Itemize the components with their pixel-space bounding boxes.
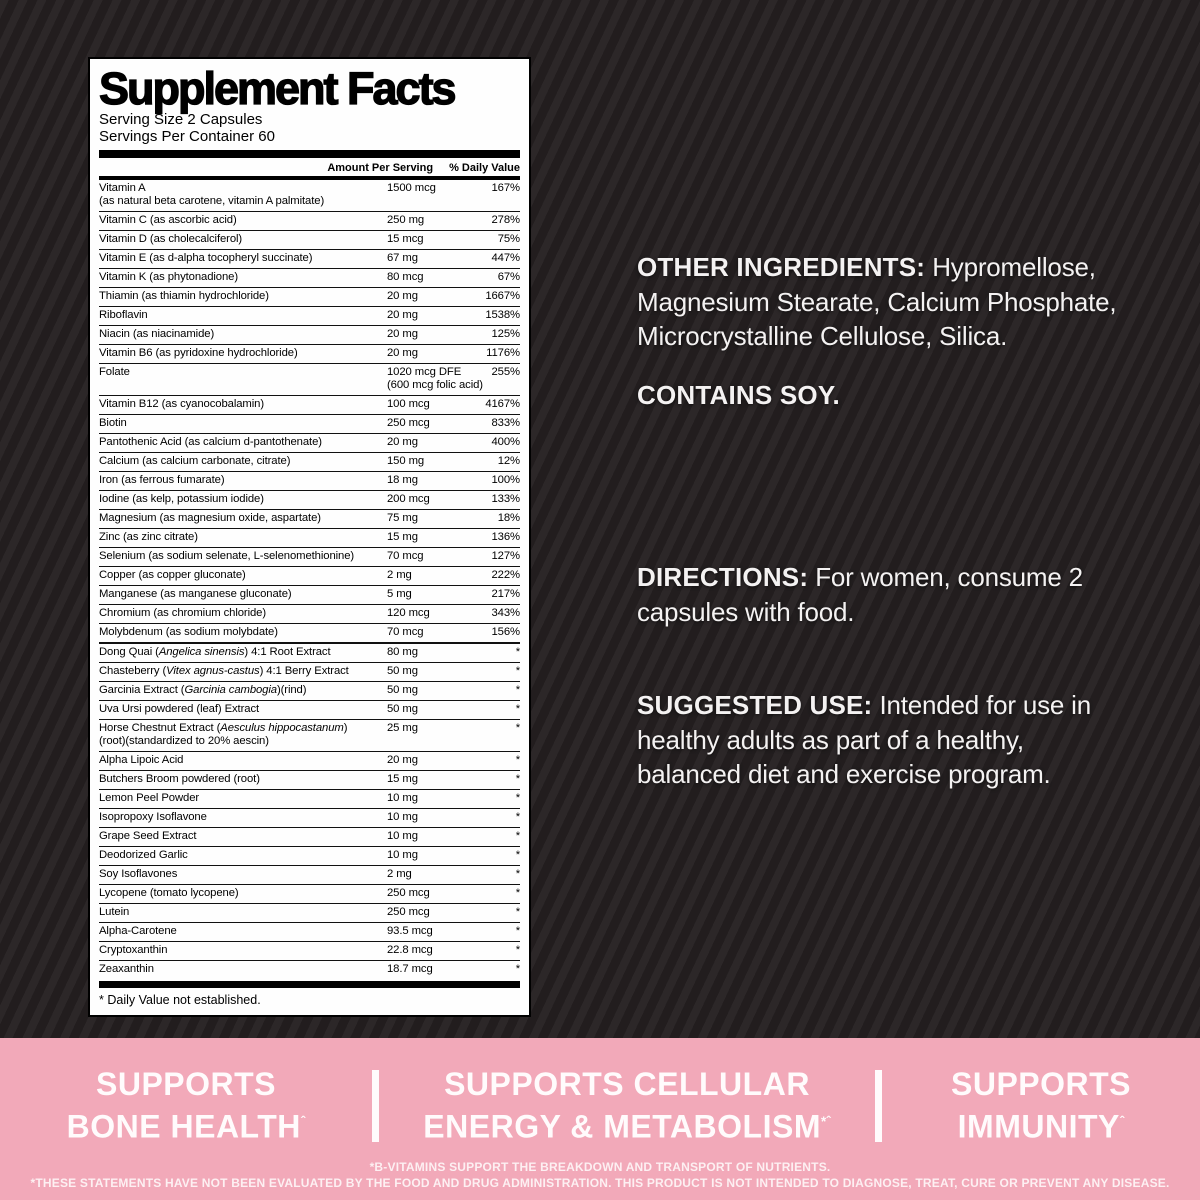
table-row xyxy=(99,452,520,471)
ingredient-name: Chromium (as chromium chloride) xyxy=(99,607,267,619)
ingredient-name: Lycopene (tomato lycopene) xyxy=(99,887,239,899)
table-row xyxy=(99,471,520,490)
benefit-line: SUPPORTS xyxy=(95,1066,277,1102)
table-row xyxy=(99,808,520,827)
ingredient-daily-value: * xyxy=(515,792,520,804)
ingredient-name: Selenium (as sodium selenate, L-selenomethionine) xyxy=(99,550,355,562)
table-row xyxy=(99,363,520,395)
facts-title: Supplement Facts xyxy=(99,63,455,114)
ingredient-name: Molybdenum (as sodium molybdate) xyxy=(99,626,278,638)
ingredient-name: Manganese (as manganese gluconate) xyxy=(99,588,292,600)
ingredient-name: Magnesium (as magnesium oxide, aspartate) xyxy=(99,512,321,524)
suggested-use-text: Intended for use in healthy adults as part of a healthy, balanced diet and exercise program. xyxy=(637,690,1092,789)
ingredient-daily-value: 67% xyxy=(497,271,520,283)
ingredient-name: Cryptoxanthin xyxy=(99,944,168,956)
table-row xyxy=(99,623,520,642)
supplement-facts-panel xyxy=(88,57,531,1017)
table-row xyxy=(99,789,520,808)
ingredient-daily-value: 136% xyxy=(491,531,520,543)
ingredient-name: Vitamin D (as cholecalciferol) xyxy=(99,233,243,245)
footnote-marker: *ˆ xyxy=(820,1114,831,1129)
table-row xyxy=(99,490,520,509)
table-row xyxy=(99,287,520,306)
ingredient-daily-value: 447% xyxy=(491,252,520,264)
table-row xyxy=(99,922,520,941)
ingredient-amount: 80 mcg xyxy=(387,271,424,283)
ingredient-amount: 1020 mcg DFE (600 mcg folic acid) xyxy=(387,366,483,391)
table-row xyxy=(99,306,520,325)
directions-text: For women, consume 2 capsules with food. xyxy=(637,562,1083,627)
ingredient-daily-value: 100% xyxy=(491,474,520,486)
ingredient-amount: 100 mcg xyxy=(387,398,430,410)
ingredient-name: Alpha-Carotene xyxy=(99,925,177,937)
ingredient-daily-value: 4167% xyxy=(485,398,520,410)
ingredient-name: Vitamin E (as d-alpha tocopheryl succinate) xyxy=(99,252,313,264)
serving-size: Serving Size 2 Capsules xyxy=(99,111,263,128)
table-row xyxy=(99,180,520,211)
benefit-line: $IMMUNITY^ˆ$ xyxy=(957,1108,1125,1145)
ingredient-amount: 18.7 mcg xyxy=(387,963,433,975)
table-row xyxy=(99,230,520,249)
ingredient-name: Calcium (as calcium carbonate, citrate) xyxy=(99,455,291,467)
benefit-bone-health xyxy=(0,1066,372,1146)
table-row xyxy=(99,509,520,528)
ingredient-amount: 50 mg xyxy=(387,665,418,677)
table-row xyxy=(99,700,520,719)
ingredient-amount: 120 mcg xyxy=(387,607,430,619)
ingredient-name: Lutein xyxy=(99,906,130,918)
ingredient-name: Zinc (as zinc citrate) xyxy=(99,531,198,543)
footnote-marker: ˆ xyxy=(300,1114,306,1129)
ingredient-name: Lemon Peel Powder xyxy=(99,792,200,804)
ingredient-amount: 75 mg xyxy=(387,512,418,524)
benefit-line: SUPPORTS CELLULAR xyxy=(444,1066,810,1102)
ingredient-daily-value: 1176% xyxy=(486,347,520,359)
table-row xyxy=(99,719,520,751)
table-row xyxy=(99,249,520,268)
ingredient-amount: 70 mcg xyxy=(387,550,424,562)
ingredient-daily-value: 833% xyxy=(491,417,520,429)
ingredient-name: Alpha Lipoic Acid xyxy=(99,754,184,766)
ingredient-amount: 250 mg xyxy=(387,214,425,226)
ingredient-daily-value: 1667% xyxy=(485,290,520,302)
ingredient-amount: 80 mg xyxy=(387,646,418,658)
ingredient-amount: 2 mg xyxy=(387,868,412,880)
ingredient-amount: 150 mg xyxy=(387,455,425,467)
ingredient-amount: 250 mcg xyxy=(387,417,430,429)
directions-heading: DIRECTIONS: xyxy=(637,562,809,592)
ingredient-daily-value: * xyxy=(515,849,520,861)
ingredient-name: Vitamin C (as ascorbic acid) xyxy=(99,214,237,226)
ingredient-name: Chasteberry (Vitex agnus-castus) 4:1 Berry Extract xyxy=(99,665,349,677)
table-row xyxy=(99,903,520,922)
ingredient-daily-value: * xyxy=(515,906,520,918)
ingredient-amount: 20 mg xyxy=(387,436,418,448)
ingredient-amount: 20 mg xyxy=(387,309,418,321)
dv-footnote: * Daily Value not established. xyxy=(99,992,261,1007)
ingredient-amount: 1500 mcg xyxy=(387,182,436,194)
directions-block xyxy=(637,560,1117,629)
other-ingredients-heading: OTHER INGREDIENTS: xyxy=(637,252,926,282)
table-row xyxy=(99,604,520,623)
benefits-banner xyxy=(0,1038,1200,1200)
benefit-line: BONE $HEALTH^ˆ$ xyxy=(66,1108,306,1145)
ingredient-amount: 250 mcg xyxy=(387,887,430,899)
ingredient-daily-value: 127% xyxy=(491,550,520,562)
ingredient-daily-value: 1538% xyxy=(485,309,520,321)
ingredient-daily-value: 400% xyxy=(491,436,520,448)
ingredient-amount: 200 mcg xyxy=(387,493,430,505)
amount-column-header: Amount Per Serving xyxy=(327,162,434,174)
ingredient-name: Butchers Broom powdered (root) xyxy=(99,773,260,785)
table-row xyxy=(99,960,520,979)
ingredient-name: Garcinia Extract (Garcinia cambogia)(rind) xyxy=(99,684,307,696)
ingredient-amount: 15 mg xyxy=(387,773,418,785)
ingredient-daily-value: * xyxy=(515,811,520,823)
table-row xyxy=(99,642,520,662)
ingredient-amount: 20 mg xyxy=(387,347,418,359)
ingredient-name: Vitamin K (as phytonadione) xyxy=(99,271,239,283)
ingredient-daily-value: 12% xyxy=(497,455,520,467)
ingredient-daily-value: * xyxy=(515,830,520,842)
benefit-immunity xyxy=(882,1066,1200,1146)
ingredient-name: Folate xyxy=(99,366,130,378)
table-row xyxy=(99,884,520,903)
ingredient-daily-value: 18% xyxy=(497,512,520,524)
ingredient-name: Zeaxanthin xyxy=(99,963,154,975)
ingredient-name: Horse Chestnut Extract (Aesculus hippocastanum) (root)(standardized to 20% aescin) xyxy=(99,722,348,747)
ingredient-name: Deodorized Garlic xyxy=(99,849,188,861)
table-row xyxy=(99,344,520,363)
ingredient-daily-value: 222% xyxy=(491,569,520,581)
ingredient-name: Uva Ursi powdered (leaf) Extract xyxy=(99,703,260,715)
benefit-line: ENERGY & $METABOLISM^{*ˆ}$ xyxy=(423,1108,831,1145)
ingredient-amount: 15 mcg xyxy=(387,233,424,245)
ingredient-daily-value: 133% xyxy=(491,493,520,505)
ingredient-name: Grape Seed Extract xyxy=(99,830,197,842)
ingredient-amount: 10 mg xyxy=(387,811,418,823)
ingredient-amount: 10 mg xyxy=(387,830,418,842)
ingredient-daily-value: 167% xyxy=(491,182,520,194)
ingredient-name: Copper (as copper gluconate) xyxy=(99,569,246,581)
ingredient-daily-value: * xyxy=(515,773,520,785)
ingredient-name: Biotin xyxy=(99,417,127,429)
ingredient-daily-value: * xyxy=(515,646,520,658)
ingredient-name: Thiamin (as thiamin hydrochloride) xyxy=(99,290,269,302)
ingredient-amount: 25 mg xyxy=(387,722,418,734)
column-headers xyxy=(99,159,520,176)
ingredient-daily-value: * xyxy=(515,684,520,696)
ingredient-daily-value: * xyxy=(515,887,520,899)
table-row xyxy=(99,751,520,770)
table-row xyxy=(99,865,520,884)
suggested-use-heading: SUGGESTED USE: xyxy=(637,690,873,720)
divider-thick-bottom xyxy=(99,981,520,988)
suggested-use-block xyxy=(637,688,1117,792)
ingredient-daily-value: 156% xyxy=(491,626,520,638)
table-row xyxy=(99,547,520,566)
ingredient-daily-value: * xyxy=(515,944,520,956)
ingredient-daily-value: 343% xyxy=(491,607,520,619)
table-row xyxy=(99,585,520,604)
contains-soy-text: CONTAINS SOY. xyxy=(637,380,840,410)
ingredient-daily-value: * xyxy=(515,722,520,734)
table-row xyxy=(99,395,520,414)
ingredient-daily-value: * xyxy=(515,703,520,715)
ingredient-name: Iodine (as kelp, potassium iodide) xyxy=(99,493,264,505)
ingredient-daily-value: * xyxy=(515,925,520,937)
ingredient-amount: 10 mg xyxy=(387,792,418,804)
table-row xyxy=(99,414,520,433)
divider-thick-top xyxy=(99,150,520,158)
ingredient-name: Isopropoxy Isoflavone xyxy=(99,811,207,823)
table-row xyxy=(99,211,520,230)
ingredient-daily-value: 255% xyxy=(491,366,520,378)
benefits-row xyxy=(0,1066,1200,1146)
dv-column-header: % Daily Value xyxy=(449,162,520,174)
ingredient-amount: 22.8 mcg xyxy=(387,944,433,956)
ingredient-amount: 5 mg xyxy=(387,588,412,600)
table-row xyxy=(99,325,520,344)
ingredient-daily-value: 75% xyxy=(497,233,520,245)
ingredient-amount: 20 mg xyxy=(387,754,418,766)
banner-footnote-1: *B-VITAMINS SUPPORT THE BREAKDOWN AND TRANSPORT OF NUTRIENTS. xyxy=(369,1160,831,1174)
table-row xyxy=(99,681,520,700)
ingredient-daily-value: 278% xyxy=(491,214,520,226)
benefit-divider xyxy=(875,1070,882,1142)
ingredient-amount: 250 mcg xyxy=(387,906,430,918)
contains-soy-block xyxy=(637,378,1117,413)
table-row xyxy=(99,770,520,789)
ingredient-daily-value: * xyxy=(515,868,520,880)
ingredient-daily-value: 217% xyxy=(491,588,520,600)
table-row xyxy=(99,433,520,452)
ingredient-name: Niacin (as niacinamide) xyxy=(99,328,215,340)
ingredient-daily-value: * xyxy=(515,754,520,766)
ingredient-daily-value: 125% xyxy=(491,328,520,340)
ingredient-name: Dong Quai (Angelica sinensis) 4:1 Root Extract xyxy=(99,646,331,658)
benefit-energy-metabolism xyxy=(379,1066,875,1146)
other-ingredients-block xyxy=(637,250,1117,354)
banner-footnotes xyxy=(0,1160,1200,1191)
table-row xyxy=(99,941,520,960)
ingredient-name: Vitamin B6 (as pyridoxine hydrochloride) xyxy=(99,347,298,359)
other-ingredients-text: Hypromellose, Magnesium Stearate, Calcium Phosphate, Microcrystalline Cellulose, Silica. xyxy=(637,252,1117,351)
ingredient-amount: 2 mg xyxy=(387,569,412,581)
table-row xyxy=(99,268,520,287)
benefit-line: SUPPORTS xyxy=(950,1066,1132,1102)
ingredient-daily-value: * xyxy=(515,665,520,677)
benefit-divider xyxy=(372,1070,379,1142)
ingredient-amount: 10 mg xyxy=(387,849,418,861)
ingredient-amount: 50 mg xyxy=(387,703,418,715)
ingredient-amount: 70 mcg xyxy=(387,626,424,638)
ingredient-name: Riboflavin xyxy=(99,309,148,321)
ingredient-name: Soy Isoflavones xyxy=(99,868,178,880)
ingredient-name: Vitamin B12 (as cyanocobalamin) xyxy=(99,398,264,410)
ingredient-daily-value: * xyxy=(515,963,520,975)
ingredient-amount: 93.5 mcg xyxy=(387,925,433,937)
ingredient-amount: 20 mg xyxy=(387,328,418,340)
table-row xyxy=(99,846,520,865)
ingredient-name: Pantothenic Acid (as calcium d-pantothenate) xyxy=(99,436,322,448)
servings-per-container: Servings Per Container 60 xyxy=(99,127,275,145)
ingredient-name: Iron (as ferrous fumarate) xyxy=(99,474,225,486)
table-row xyxy=(99,566,520,585)
ingredient-amount: 18 mg xyxy=(387,474,418,486)
banner-footnote-2: *THESE STATEMENTS HAVE NOT BEEN EVALUATED BY THE FOOD AND DRUG ADMINISTRATION. THIS PRODUCT IS NOT INTENDED TO DIAGNOSE, TREAT, CURE OR PREVENT ANY DISEASE. xyxy=(30,1175,1170,1190)
ingredient-amount: 50 mg xyxy=(387,684,418,696)
ingredient-amount: 67 mg xyxy=(387,252,418,264)
ingredient-amount: 20 mg xyxy=(387,290,418,302)
footnote-marker: ˆ xyxy=(1119,1114,1125,1129)
table-row xyxy=(99,662,520,681)
ingredient-amount: 15 mg xyxy=(387,531,418,543)
ingredient-name: Vitamin A (as natural beta carotene, vitamin A palmitate) xyxy=(99,182,325,207)
table-row xyxy=(99,528,520,547)
facts-table xyxy=(99,180,520,979)
table-row xyxy=(99,827,520,846)
